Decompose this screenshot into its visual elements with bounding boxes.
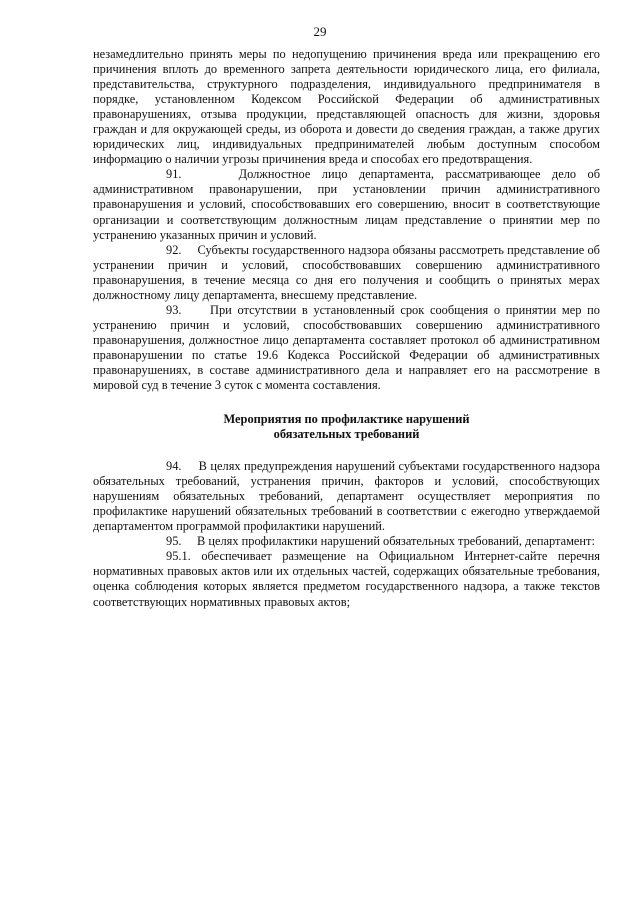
section-heading-line-1: Мероприятия по профилактике нарушений [223, 412, 470, 427]
section-heading [93, 412, 600, 442]
section-heading-line-2: обязательных требований [273, 427, 420, 442]
paragraph-92: 92. Субъекты государственного надзора обязаны рассмотреть представление об устранении причин и условий, способствовавших совершению административного правонарушения, в течение месяца со дня его получения и сообщить о принятых мерах должностному лицу департамента, внесшему представление. [93, 242, 600, 302]
paragraph-95: 95. В целях профилактики нарушений обязательных требований, департамент: [166, 534, 595, 549]
document-body [93, 47, 600, 610]
paragraph-94: 94. В целях предупреждения нарушений субъектами государственного надзора обязательных требований, устранения причин, факторов и условий, способствующих нарушениям обязательных требований, департамент осуществляет мероприятия по профилактике нарушений обязательных требований в соответствии с ежегодно утверждаемой департаментом программой профилактики нарушений. [93, 459, 600, 534]
paragraph-93: 93. При отсутствии в установленный срок сообщения о принятии мер по устранению причин и условий, способствовавших совершению административного правонарушения, должностное лицо департамента составляет протокол об административном правонарушении по статье 19.6 Кодекса Российской Федерации об административных правонарушениях, в составе административного дела и направляет его на рассмотрение в мировой суд в течение 3 суток с момента составления. [93, 302, 600, 393]
page-number: 29 [313, 24, 327, 39]
paragraph-95-1: 95.1. обеспечивает размещение на Официальном Интернет-сайте перечня нормативных правовых актов или их отдельных частей, содержащих обязательные требования, оценка соблюдения которых является предметом государственного надзора, а также текстов соответствующих нормативных правовых актов; [93, 549, 600, 609]
paragraph-continuation: незамедлительно принять меры по недопущению причинения вреда или прекращению его причинения вплоть до временного запрета деятельности юридического лица, его филиала, представительства, структурного подразделения, индивидуального предпринимателя в порядке, установленном Кодексом Российской Федерации об административных правонарушениях, отзыва продукции, представляющей опасность для жизни, здоровья граждан и для окружающей среды, из оборота и довести до сведения граждан, а также других юридических лиц, индивидуальных предпринимателей любым доступным способом информацию о наличии угрозы причинения вреда и способах его предотвращения. [93, 47, 600, 167]
paragraph-91: 91. Должностное лицо департамента, рассматривающее дело об административном правонарушении, при установлении причин административного правонарушения и условий, способствовавших его совершению, вносит в соответствующие организации и соответствующим должностным лицам представление о принятии мер по устранению указанных причин и условий. [93, 167, 600, 242]
